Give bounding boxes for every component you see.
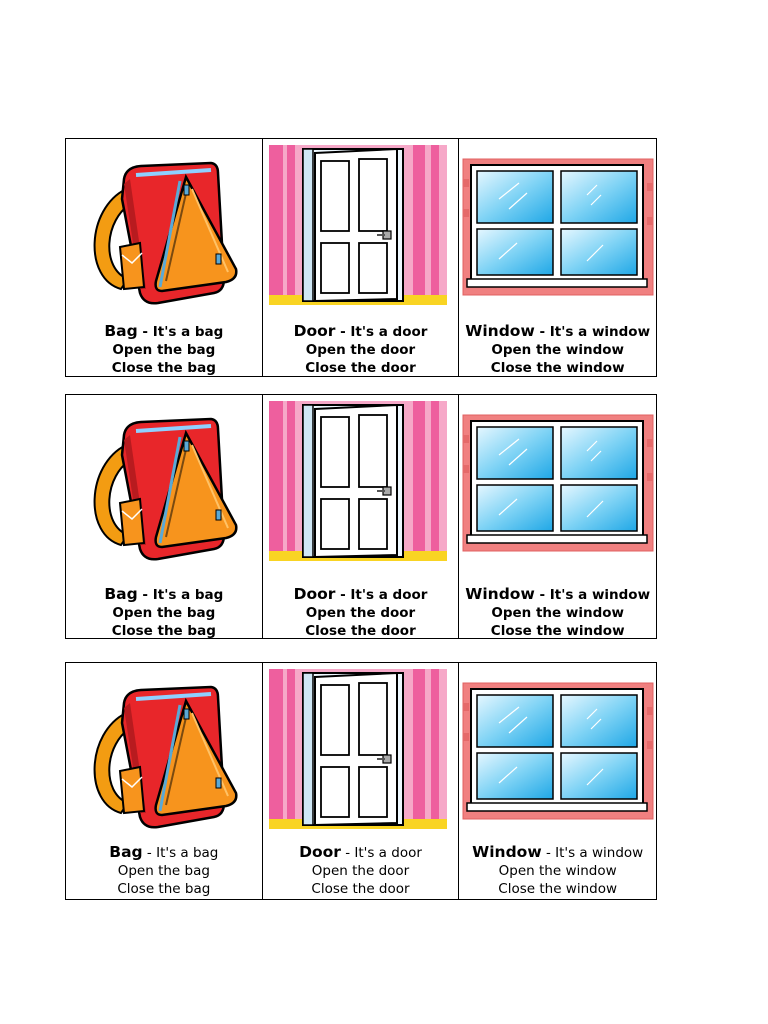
backpack-icon (66, 395, 262, 565)
card-close-text: Close the bag (117, 881, 211, 897)
card-word: Bag (109, 843, 143, 861)
window-icon (459, 395, 656, 565)
flashcard-table-2 (65, 394, 657, 639)
card-door (263, 395, 460, 638)
card-close-text: Close the door (311, 881, 410, 897)
card-phrase: - It's a bag (137, 324, 224, 340)
card-title-line (459, 322, 656, 341)
window-icon (459, 139, 656, 309)
card-word: Bag (104, 322, 138, 340)
card-close-text: Close the bag (111, 623, 216, 638)
card-title-line (459, 585, 656, 604)
card-window (459, 663, 656, 899)
card-phrase: - It's a window (534, 324, 651, 340)
card-open-text: Open the window (498, 863, 617, 879)
card-word: Door (293, 322, 336, 340)
card-open-text: Open the window (491, 342, 624, 358)
card-word: Window (465, 585, 535, 603)
door-icon (263, 139, 459, 309)
window-icon (459, 663, 656, 833)
card-phrase: - It's a window (541, 845, 644, 861)
door-icon (263, 395, 459, 565)
card-close-text: Close the window (490, 360, 625, 376)
card-title-line (459, 843, 656, 862)
card-phrase: - It's a bag (137, 587, 224, 603)
card-phrase: - It's a door (335, 324, 428, 340)
card-title-line (66, 585, 262, 604)
card-word: Bag (104, 585, 138, 603)
card-word: Door (293, 585, 336, 603)
card-word: Window (465, 322, 535, 340)
card-window (459, 395, 656, 638)
backpack-icon (66, 139, 262, 309)
card-open-text: Open the bag (112, 605, 216, 621)
card-title-line (66, 322, 262, 341)
card-open-text: Open the door (305, 342, 416, 358)
card-open-text: Open the door (305, 605, 416, 621)
card-word: Window (472, 843, 542, 861)
card-title-line (263, 585, 459, 604)
card-window (459, 139, 656, 376)
card-close-text: Close the bag (111, 360, 216, 376)
card-phrase: - It's a door (335, 587, 428, 603)
card-close-text: Close the window (498, 881, 618, 897)
door-icon (263, 663, 459, 833)
card-close-text: Close the door (305, 360, 416, 376)
flashcard-table-1 (65, 138, 657, 377)
card-word: Door (299, 843, 341, 861)
card-phrase: - It's a door (340, 845, 422, 861)
backpack-icon (66, 663, 262, 833)
card-bag (66, 395, 263, 638)
card-open-text: Open the window (491, 605, 624, 621)
card-close-text: Close the door (305, 623, 416, 638)
card-phrase: - It's a bag (142, 845, 219, 861)
card-phrase: - It's a window (534, 587, 651, 603)
card-title-line (263, 322, 459, 341)
card-door (263, 663, 460, 899)
card-open-text: Open the bag (117, 863, 210, 879)
card-bag (66, 139, 263, 376)
flashcard-table-3 (65, 662, 657, 900)
card-bag (66, 663, 263, 899)
card-open-text: Open the bag (112, 342, 216, 358)
card-open-text: Open the door (311, 863, 410, 879)
card-door (263, 139, 460, 376)
card-title-line (66, 843, 262, 862)
card-close-text: Close the window (490, 623, 625, 638)
card-title-line (263, 843, 459, 862)
